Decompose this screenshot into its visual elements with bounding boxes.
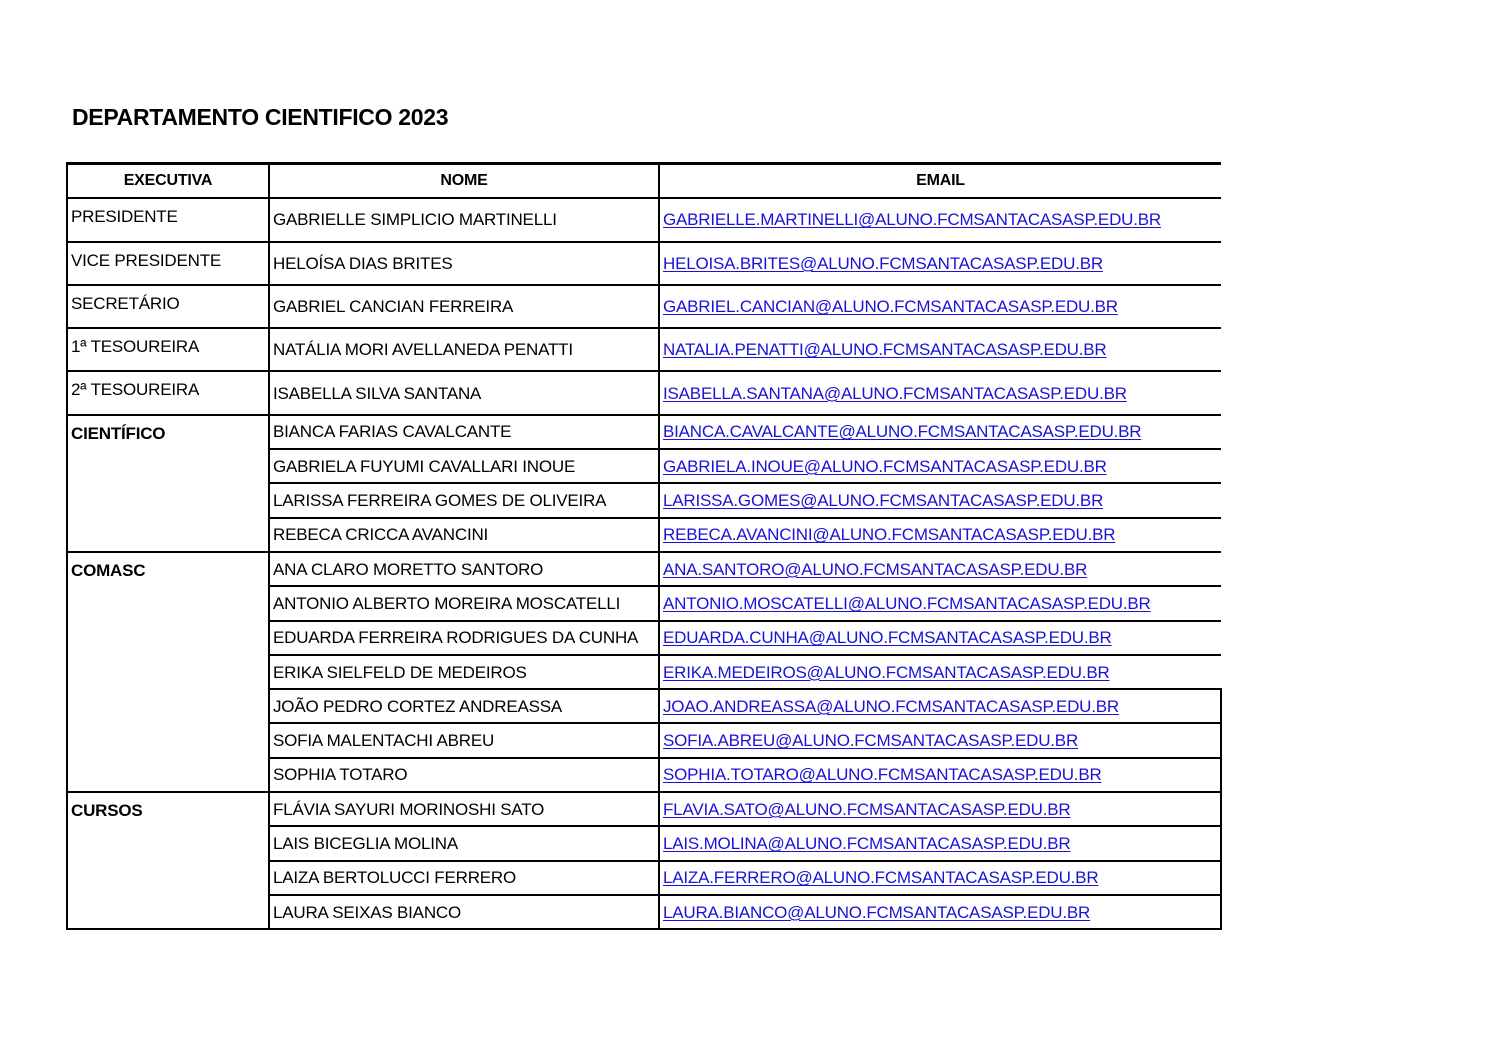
table-row xyxy=(67,328,1221,371)
email-cell xyxy=(659,723,1221,757)
name-cell: ISABELLA SILVA SANTANA xyxy=(269,371,659,414)
email-link[interactable]: ERIKA.MEDEIROS@ALUNO.FCMSANTACASASP.EDU.BR xyxy=(663,662,1110,682)
email-link[interactable]: LAURA.BIANCO@ALUNO.FCMSANTACASASP.EDU.BR xyxy=(663,902,1091,922)
email-link[interactable]: BIANCA.CAVALCANTE@ALUNO.FCMSANTACASASP.EDU.BR xyxy=(663,422,1142,442)
name-cell: GABRIELA FUYUMI CAVALLARI INOUE xyxy=(269,449,659,483)
table-row xyxy=(67,792,1221,826)
name-cell: SOPHIA TOTARO xyxy=(269,758,659,792)
name-cell: LARISSA FERREIRA GOMES DE OLIVEIRA xyxy=(269,483,659,517)
members-table xyxy=(66,162,1222,930)
name-cell: GABRIEL CANCIAN FERREIRA xyxy=(269,285,659,328)
email-cell xyxy=(659,552,1221,586)
email-link[interactable]: JOAO.ANDREASSA@ALUNO.FCMSANTACASASP.EDU.BR xyxy=(663,696,1119,716)
email-cell xyxy=(659,689,1221,723)
email-cell xyxy=(659,449,1221,483)
email-cell xyxy=(659,415,1221,449)
role-group-comasc: COMASC xyxy=(67,552,269,792)
name-cell: GABRIELLE SIMPLICIO MARTINELLI xyxy=(269,198,659,241)
email-cell xyxy=(659,285,1221,328)
email-link[interactable]: GABRIELLE.MARTINELLI@ALUNO.FCMSANTACASASP.EDU.BR xyxy=(663,210,1161,230)
email-cell xyxy=(659,371,1221,414)
table-row xyxy=(67,242,1221,285)
email-link[interactable]: SOFIA.ABREU@ALUNO.FCMSANTACASASP.EDU.BR xyxy=(663,731,1079,751)
name-cell: HELOÍSA DIAS BRITES xyxy=(269,242,659,285)
email-link[interactable]: HELOISA.BRITES@ALUNO.FCMSANTACASASP.EDU.BR xyxy=(663,253,1103,273)
role-group-cientifico: CIENTÍFICO xyxy=(67,415,269,552)
name-cell: ANTONIO ALBERTO MOREIRA MOSCATELLI xyxy=(269,586,659,620)
email-cell xyxy=(659,483,1221,517)
name-cell: NATÁLIA MORI AVELLANEDA PENATTI xyxy=(269,328,659,371)
email-link[interactable]: GABRIEL.CANCIAN@ALUNO.FCMSANTACASASP.EDU.BR xyxy=(663,297,1118,317)
email-link[interactable]: ANTONIO.MOSCATELLI@ALUNO.FCMSANTACASASP.EDU.BR xyxy=(663,593,1151,613)
email-cell xyxy=(659,242,1221,285)
role-cell: VICE PRESIDENTE xyxy=(67,242,269,285)
email-cell xyxy=(659,861,1221,895)
email-cell xyxy=(659,198,1221,241)
table-row xyxy=(67,285,1221,328)
email-link[interactable]: FLAVIA.SATO@ALUNO.FCMSANTACASASP.EDU.BR xyxy=(663,799,1071,819)
email-cell xyxy=(659,621,1221,655)
table-row xyxy=(67,371,1221,414)
role-group-cursos: CURSOS xyxy=(67,792,269,929)
role-cell: 2ª TESOUREIRA xyxy=(67,371,269,414)
email-link[interactable]: SOPHIA.TOTARO@ALUNO.FCMSANTACASASP.EDU.BR xyxy=(663,765,1102,785)
header-nome: NOME xyxy=(269,164,659,199)
email-cell xyxy=(659,895,1221,929)
header-email: EMAIL xyxy=(659,164,1221,199)
name-cell: SOFIA MALENTACHI ABREU xyxy=(269,723,659,757)
name-cell: EDUARDA FERREIRA RODRIGUES DA CUNHA xyxy=(269,621,659,655)
email-cell xyxy=(659,586,1221,620)
name-cell: LAIS BICEGLIA MOLINA xyxy=(269,826,659,860)
table-header-row xyxy=(67,164,1221,199)
email-link[interactable]: NATALIA.PENATTI@ALUNO.FCMSANTACASASP.EDU.BR xyxy=(663,340,1107,360)
email-cell xyxy=(659,655,1221,689)
table-row xyxy=(67,198,1221,241)
name-cell: ANA CLARO MORETTO SANTORO xyxy=(269,552,659,586)
email-link[interactable]: GABRIELA.INOUE@ALUNO.FCMSANTACASASP.EDU.BR xyxy=(663,456,1107,476)
role-cell: 1ª TESOUREIRA xyxy=(67,328,269,371)
role-cell: PRESIDENTE xyxy=(67,198,269,241)
email-link[interactable]: REBECA.AVANCINI@ALUNO.FCMSANTACASASP.EDU.BR xyxy=(663,525,1116,545)
name-cell: JOÃO PEDRO CORTEZ ANDREASSA xyxy=(269,689,659,723)
email-cell xyxy=(659,758,1221,792)
email-cell xyxy=(659,792,1221,826)
name-cell: FLÁVIA SAYURI MORINOSHI SATO xyxy=(269,792,659,826)
email-cell xyxy=(659,518,1221,552)
page-title: DEPARTAMENTO CIENTIFICO 2023 xyxy=(72,104,449,130)
name-cell: LAIZA BERTOLUCCI FERRERO xyxy=(269,861,659,895)
table-row xyxy=(67,552,1221,586)
name-cell: REBECA CRICCA AVANCINI xyxy=(269,518,659,552)
email-cell xyxy=(659,826,1221,860)
role-cell: SECRETÁRIO xyxy=(67,285,269,328)
name-cell: LAURA SEIXAS BIANCO xyxy=(269,895,659,929)
email-link[interactable]: LARISSA.GOMES@ALUNO.FCMSANTACASASP.EDU.BR xyxy=(663,491,1104,511)
header-executiva: EXECUTIVA xyxy=(67,164,269,199)
name-cell: BIANCA FARIAS CAVALCANTE xyxy=(269,415,659,449)
email-cell xyxy=(659,328,1221,371)
table-row xyxy=(67,415,1221,449)
email-link[interactable]: ANA.SANTORO@ALUNO.FCMSANTACASASP.EDU.BR xyxy=(663,559,1088,579)
email-link[interactable]: LAIS.MOLINA@ALUNO.FCMSANTACASASP.EDU.BR xyxy=(663,833,1071,853)
email-link[interactable]: LAIZA.FERRERO@ALUNO.FCMSANTACASASP.EDU.BR xyxy=(663,868,1099,888)
email-link[interactable]: EDUARDA.CUNHA@ALUNO.FCMSANTACASASP.EDU.BR xyxy=(663,628,1112,648)
name-cell: ERIKA SIELFELD DE MEDEIROS xyxy=(269,655,659,689)
email-link[interactable]: ISABELLA.SANTANA@ALUNO.FCMSANTACASASP.EDU.BR xyxy=(663,383,1127,403)
